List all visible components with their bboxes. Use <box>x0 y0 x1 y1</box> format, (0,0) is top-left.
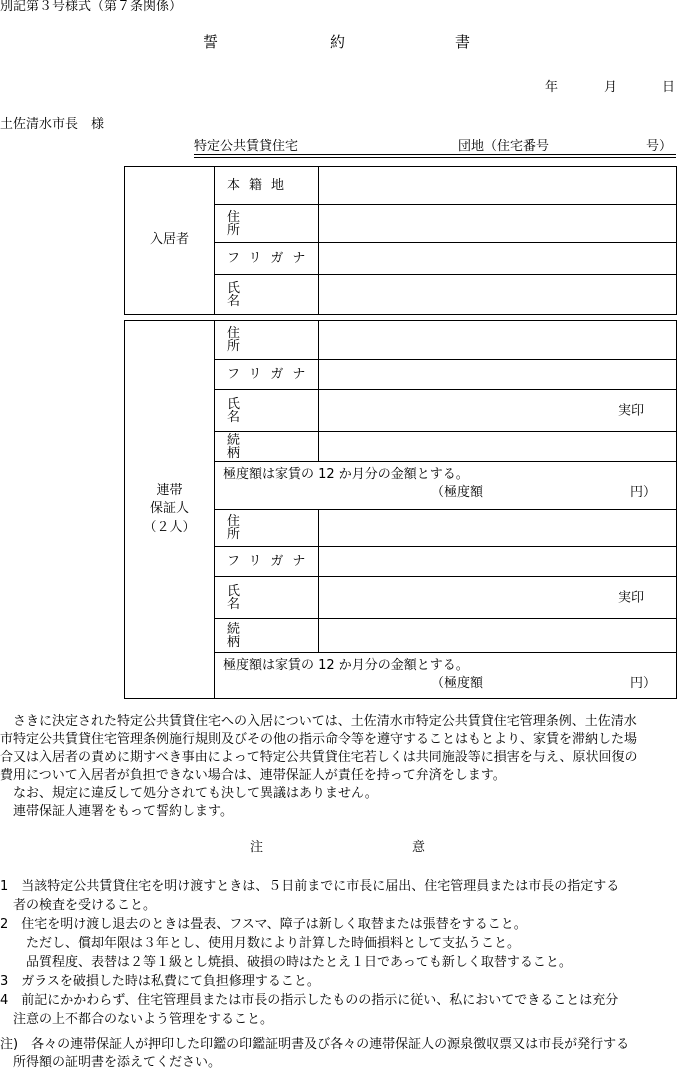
resident-group-label: 入居者 <box>125 167 215 315</box>
footnote-line-1: 注) 各々の連帯保証人が押印した印鑑の印鑑証明書及び各々の連帯保証人の源泉徴収票又は市長が発行する <box>0 1037 630 1052</box>
g1-relation-field[interactable] <box>319 432 677 462</box>
resident-name-field[interactable] <box>319 275 677 315</box>
resident-name-text: 氏名 <box>227 280 275 309</box>
g2-name-text: 氏名 <box>227 583 275 612</box>
resident-table <box>124 166 677 315</box>
note-line: ただし、償却年限は３年とし、使用月数により計算した時価損料として支払うこと。 <box>0 936 521 951</box>
header-underline <box>194 154 676 155</box>
date-year: 年 <box>545 80 559 95</box>
honseki-field[interactable] <box>319 167 677 205</box>
resident-furigana-field[interactable] <box>319 243 677 275</box>
guarantor-label-1: 連帯 <box>156 483 183 499</box>
note-line: 品質程度、表替は２等１級とし焼損、破損の時はたとえ１日であっても新しく取替すること。 <box>0 955 572 970</box>
guarantor-label-2: 保証人 <box>149 501 189 517</box>
g2-address-field[interactable] <box>319 510 677 547</box>
g2-relation-field[interactable] <box>319 619 677 653</box>
note-line: 者の検査を受けること。 <box>0 898 157 913</box>
g1-address-text: 住所 <box>227 326 275 354</box>
g2-furigana-text: フリガナ <box>227 554 315 569</box>
date-month: 月 <box>604 80 618 95</box>
header-underline-2 <box>194 157 676 158</box>
g1-limit-yen: 円） <box>630 485 657 500</box>
g2-furigana-label <box>215 547 319 577</box>
pledge-line: なお、規定に違反して処分されても決して異議はありません。 <box>0 786 378 801</box>
g2-limit-yen: 円） <box>630 676 657 691</box>
g1-relation-text: 続柄 <box>227 432 275 461</box>
g2-address-text: 住所 <box>227 514 275 542</box>
g1-name-text: 氏名 <box>227 396 275 425</box>
notes-heading-char-2: 意 <box>412 840 426 855</box>
g1-limit-text: 極度額は家賃の 12 か月分の金額とする。 <box>223 467 469 482</box>
g1-limit-cell[interactable] <box>215 462 677 510</box>
resident-address-text: 住所 <box>227 209 275 238</box>
g2-relation-text: 続柄 <box>227 621 275 650</box>
pledge-line: 費用について入居者が負担できない場合は、連帯保証人が責任を持って弁済をします。 <box>0 768 506 783</box>
pledge-paragraph <box>0 713 677 821</box>
notes-heading-char-1: 注 <box>250 840 264 855</box>
addressee: 土佐清水市長 様 <box>0 117 105 132</box>
pledge-line: 連帯保証人連署をもって誓約します。 <box>0 804 233 819</box>
resident-name-label <box>215 275 319 315</box>
guarantor-table <box>124 320 677 699</box>
g2-furigana-field[interactable] <box>319 547 677 577</box>
danchi-label: 団地（住宅番号 <box>458 139 550 154</box>
resident-address-field[interactable] <box>319 205 677 243</box>
footnote <box>0 1036 677 1072</box>
notes-list <box>0 877 677 1029</box>
g1-seal-label: 実印 <box>617 403 644 418</box>
honseki-text: 本籍地 <box>227 178 294 193</box>
note-line: 3 ガラスを破損した時は私費にて負担修理すること。 <box>0 974 320 989</box>
housing-type: 特定公共賃貸住宅 <box>194 139 299 154</box>
note-line: 4 前記にかかわらず、住宅管理員または市長の指示したものの指示に従い、私においてできることは充分 <box>0 993 619 1008</box>
footnote-line-2: 所得額の証明書を添えてください。 <box>0 1055 222 1070</box>
g1-address-field[interactable] <box>319 321 677 360</box>
pledge-line: さきに決定された特定公共賃貸住宅への入居については、土佐清水市特定公共賃貸住宅管理条例、土佐清水 <box>0 714 637 729</box>
title-char-3: 書 <box>455 33 471 51</box>
resident-address-label <box>215 205 319 243</box>
resident-furigana-label <box>215 243 319 275</box>
pledge-line: 合又は入居者の責めに期すべき事由によって特定公共賃貸住宅若しくは共同施設等に損害を与え、原状回復の <box>0 750 638 765</box>
resident-furigana-text: フリガナ <box>227 251 315 266</box>
g2-name-label <box>215 577 319 619</box>
note-line: 1 当該特定公共賃貸住宅を明け渡すときは、５日前までに市長に届出、住宅管理員または市長の指定する <box>0 879 620 894</box>
g2-seal-label: 実印 <box>617 590 644 605</box>
guarantor-label-3: （２人） <box>143 519 196 535</box>
g2-relation-label <box>215 619 319 653</box>
g1-furigana-label <box>215 360 319 390</box>
g1-address-label <box>215 321 319 360</box>
date-day: 日 <box>662 80 676 95</box>
g1-name-field[interactable] <box>319 390 677 432</box>
g1-furigana-text: フリガナ <box>227 367 315 382</box>
g1-relation-label <box>215 432 319 462</box>
g2-limit-cell[interactable] <box>215 653 677 699</box>
guarantor-group-label <box>125 321 215 699</box>
title-char-1: 誓 <box>203 33 219 51</box>
g2-limit-amount: （極度額 <box>431 676 484 691</box>
form-number: 別記第３号様式（第７条関係） <box>0 0 183 14</box>
g2-address-label <box>215 510 319 547</box>
g2-limit-text: 極度額は家賃の 12 か月分の金額とする。 <box>223 658 469 673</box>
g2-name-field[interactable] <box>319 577 677 619</box>
g1-limit-amount: （極度額 <box>431 485 484 500</box>
honseki-label <box>215 167 319 205</box>
title-char-2: 約 <box>330 33 346 51</box>
note-line: 注意の上不都合のないよう管理をすること。 <box>0 1012 274 1027</box>
g1-furigana-field[interactable] <box>319 360 677 390</box>
pledge-line: 市特定公共賃貸住宅管理条例施行規則及びその他の指示命令等を遵守することはもとより、家賃を滞納した場 <box>0 732 638 747</box>
note-line: 2 住宅を明け渡し退去のときは畳表、フスマ、障子は新しく取替または張替をすること。 <box>0 917 527 932</box>
go-label: 号） <box>646 139 673 154</box>
g1-name-label <box>215 390 319 432</box>
